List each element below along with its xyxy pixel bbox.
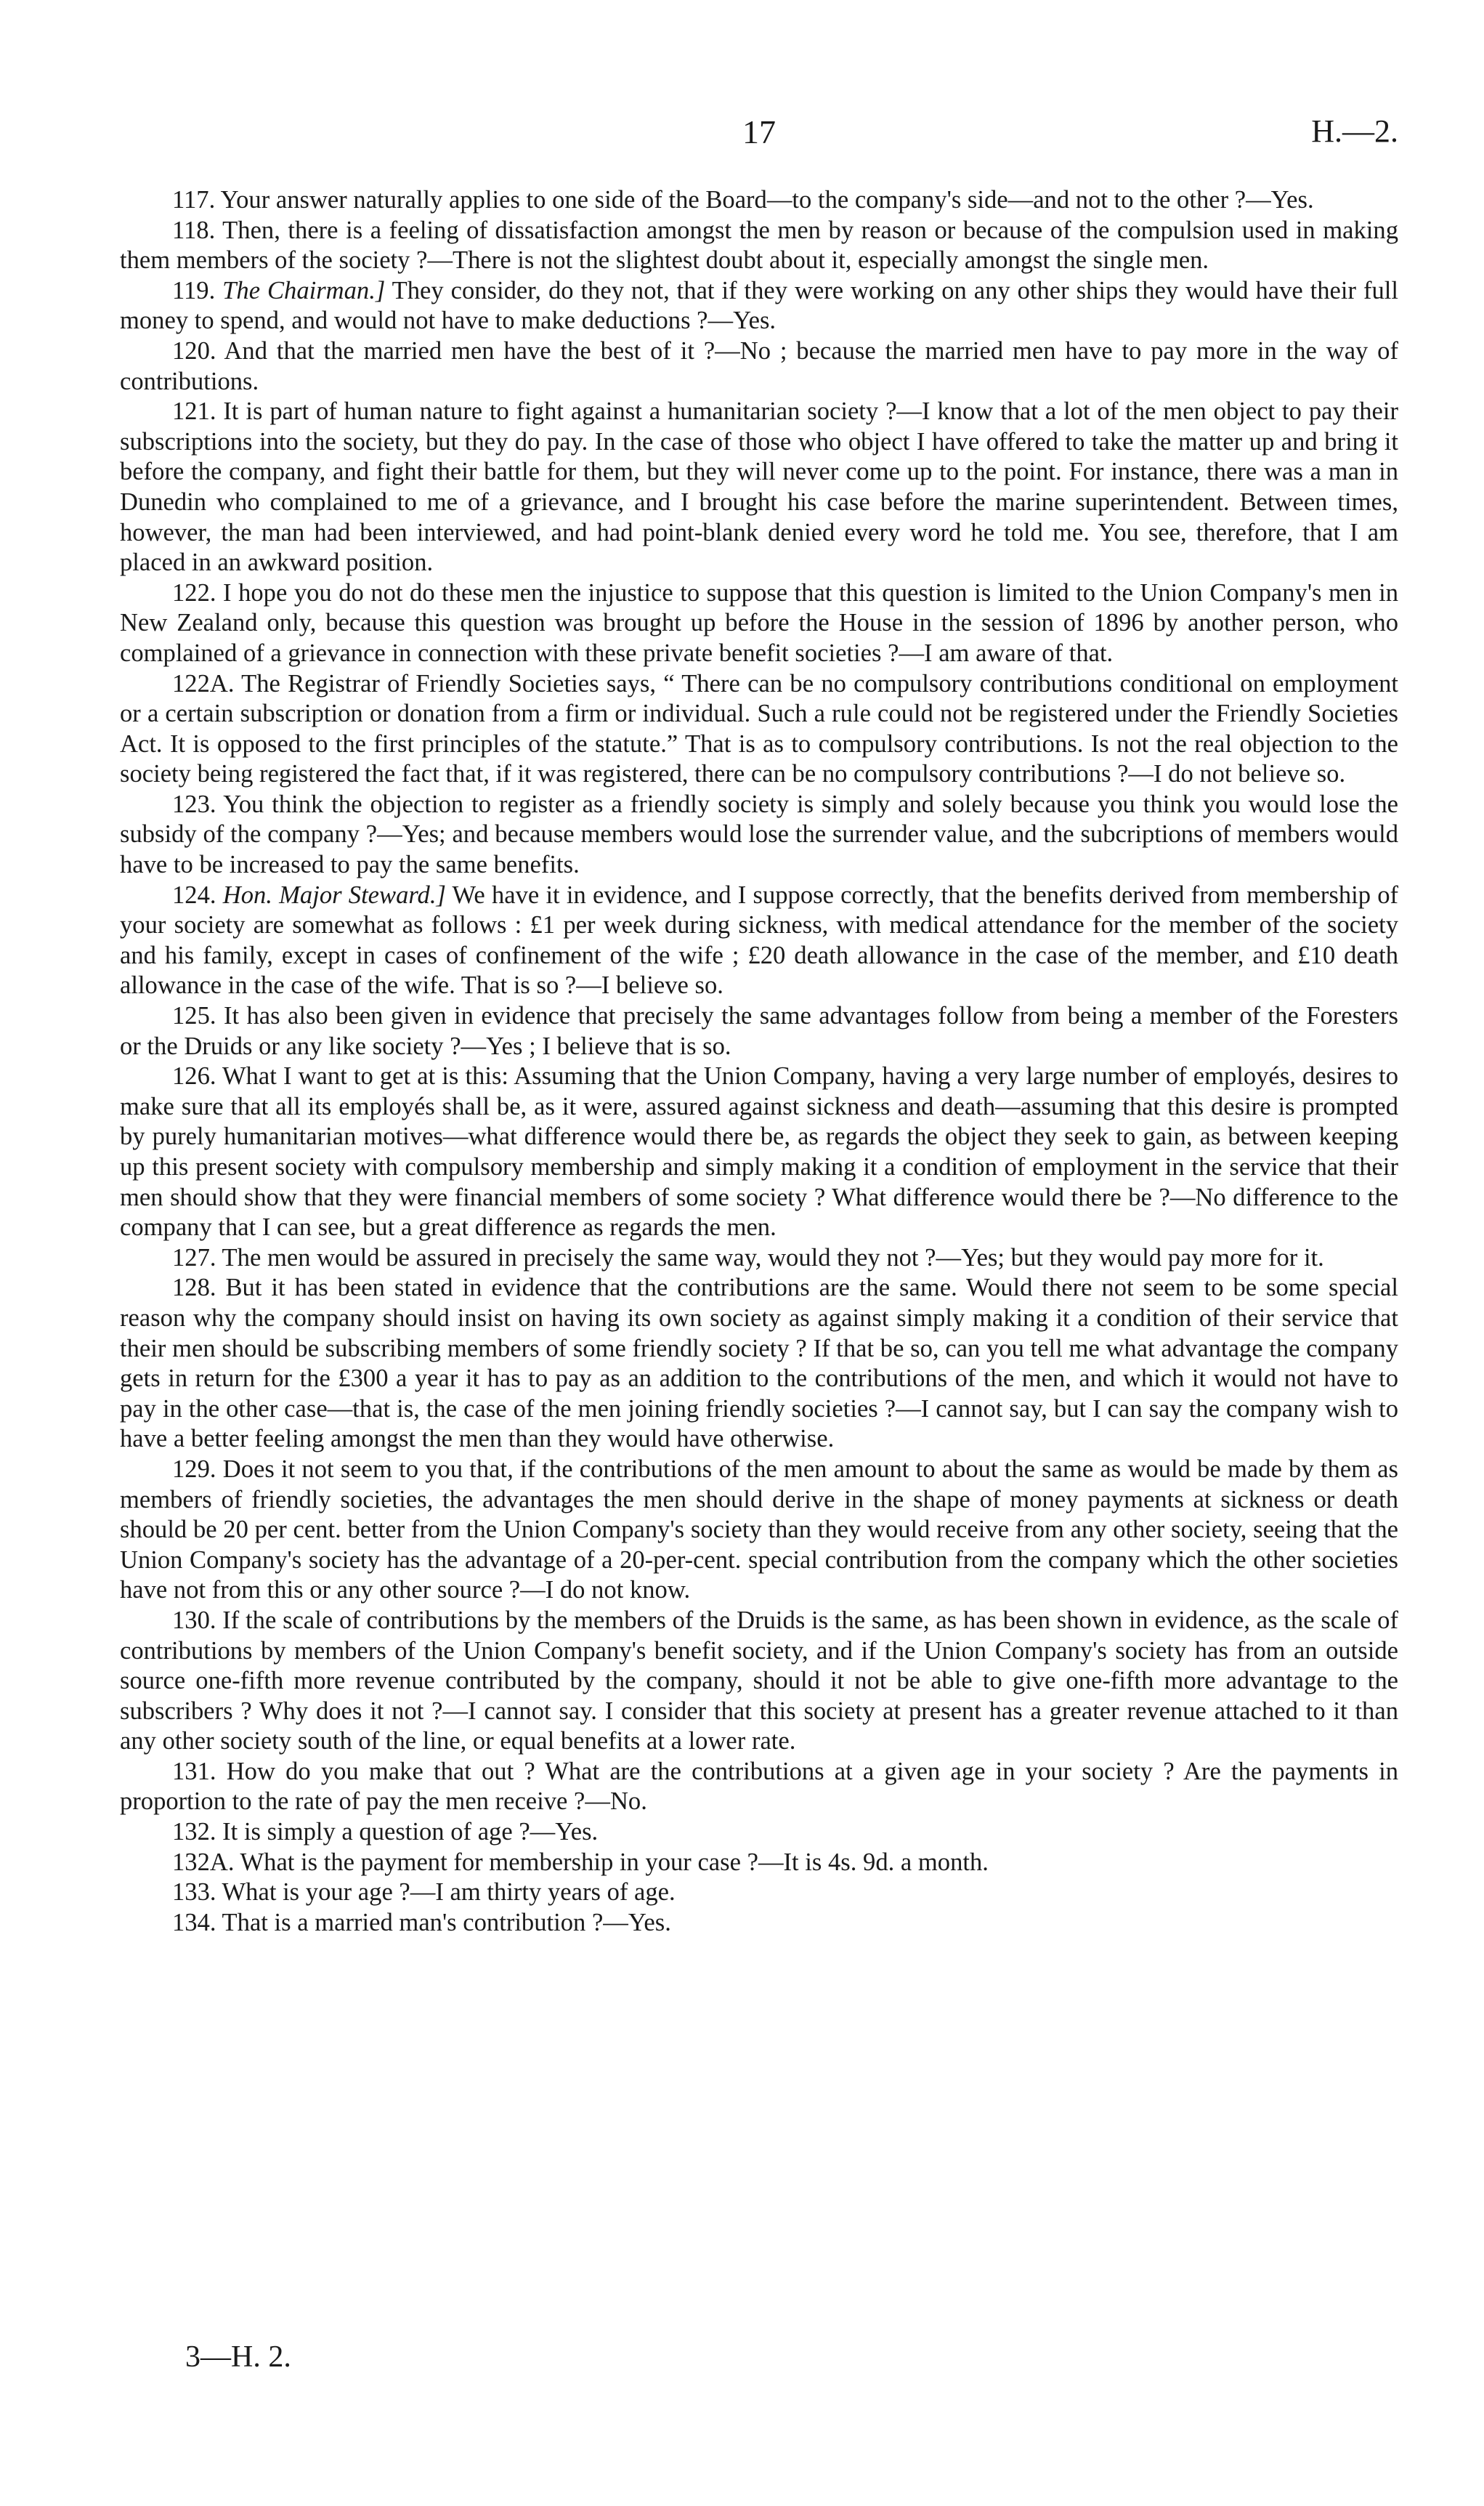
question-number: 117. (172, 186, 216, 214)
question-number: 120. (172, 336, 216, 365)
evidence-paragraph (120, 1878, 1398, 1908)
question-number: 125. (172, 1002, 216, 1030)
question-number: 121. (172, 397, 216, 426)
question-number: 122A. (172, 669, 235, 698)
evidence-paragraph (120, 669, 1398, 790)
question-number: 130. (172, 1606, 216, 1634)
speaker-label: Hon. Major Steward.] (222, 881, 446, 909)
sheet-signature: 3—H. 2. (185, 2340, 291, 2374)
evidence-paragraph (120, 790, 1398, 881)
evidence-paragraph (120, 1243, 1398, 1274)
question-answer-text: What I want to get at is this: Assuming that the Union Company, having a very large number of employés, desires to make sure that all its employés shall be, as it were, assured against sickness and death—assuming that this desire is prompted by purely humanitarian motives—what difference would there be, as regards the object they seek to gain, as between keeping up this present society with compulsory membership and simply making it a condition of employment in the service that their men should show that they were financial members of some society ? What difference would there be ?—No difference to the company that I can see, but a great difference as regards the men. (120, 1062, 1398, 1242)
question-answer-text: We have it in evidence, and I suppose correctly, that the benefits derived from membership of your society are somewhat as follows : £1 per week during sickness, with medical attendance for the member of the society and his family, except in cases of confinement of the wife ; £20 death allowance in the case of the member, and £10 death allowance in the case of the wife. That is so ?—I believe so. (120, 881, 1399, 1000)
evidence-paragraph (120, 1455, 1398, 1606)
question-answer-text: The men would be assured in precisely the same way, would they not ?—Yes; but they would pay more for it. (222, 1243, 1324, 1272)
question-number: 133. (172, 1878, 216, 1907)
question-answer-text: They consider, do they not, that if they were working on any other ships they would have their full money to spend, and would not have to make deductions ?—Yes. (120, 276, 1398, 335)
question-answer-text: But it has been stated in evidence that the contributions are the same. Would there not seem to be some special reason why the company should insist on having its own society as against simply making it a condition of their service that their men should be subscribing members of some friendly society ? If that be so, can you tell me what advantage the company gets in return for the £300 a year it has to pay as an addition to the contributions of the men, and which it would not have to pay in the other case—that is, the case of the men joining friendly societies ?—I cannot say, but I can say the company wish to have a better feeling amongst the men than they would have otherwise. (120, 1274, 1398, 1453)
question-number: 131. (172, 1757, 216, 1785)
question-answer-text: What is your age ?—I am thirty years of age. (222, 1878, 676, 1907)
evidence-paragraph (120, 1908, 1398, 1939)
question-number: 134. (172, 1908, 216, 1936)
evidence-transcript (120, 185, 1398, 1938)
page-header (120, 113, 1398, 156)
question-answer-text: And that the married men have the best of it ?—No ; because the married men have to pay more in the way of contributions. (120, 336, 1398, 395)
evidence-paragraph (120, 1606, 1398, 1757)
question-answer-text: That is a married man's contribution ?—Yes. (222, 1908, 671, 1936)
question-number: 118. (172, 216, 216, 244)
question-number: 128. (172, 1274, 216, 1302)
question-answer-text: If the scale of contributions by the members of the Druids is the same, as has been shown in evidence, as the scale of contributions by members of the Union Company's benefit society, and if the Union Company's society has from an outside source one-fifth more revenue contributed by the company, should it not be able to give one-fifth more advantage to the subscribers ? Why does it not ?—I cannot say. I consider that this society at present has a greater revenue attached to it than any other society south of the line, or equal benefits at a lower rate. (120, 1606, 1398, 1755)
question-answer-text: What is the payment for membership in your case ?—It is 4s. 9d. a month. (240, 1848, 989, 1876)
question-answer-text: You think the objection to register as a friendly society is simply and solely because you think you would lose the subsidy of the company ?—Yes; and because members would lose the surrender value, and the subcriptions of members would have to be increased to pay the same benefits. (120, 790, 1398, 879)
evidence-paragraph (120, 397, 1398, 578)
evidence-paragraph (120, 185, 1398, 216)
evidence-paragraph (120, 1273, 1398, 1455)
question-answer-text: I hope you do not do these men the injustice to suppose that this question is limited to the Union Company's men in New Zealand only, because this question was brought up before the House in the session of 1896 by another person, who complained of a grievance in connection with these private benefit societies ?—I am aware of that. (120, 578, 1398, 667)
question-answer-text: It is part of human nature to fight against a humanitarian society ?—I know that a lot of the men object to pay their subscriptions into the society, but they do pay. In the case of those who object I have offered to take the matter up and bring it before the company, and fight their battle for them, but they will never come up to the point. For instance, there was a man in Dunedin who complained to me of a grievance, and I brought his case before the marine superintendent. Between times, however, the man had been interviewed, and had point-blank denied every word he told me. You see, therefore, that I am placed in an awkward position. (120, 397, 1398, 577)
question-answer-text: Does it not seem to you that, if the contributions of the men amount to about the same as would be made by them as members of friendly societies, the advantages the men should derive in the shape of money payments at sickness or death should be 20 per cent. better from the Union Company's society than they would receive from any other society, seeing that the Union Company's society has the advantage of a 20-per-cent. special contribution from the company which the other societies have not from this or any other source ?—I do not know. (120, 1455, 1398, 1604)
question-answer-text: Then, there is a feeling of dissatisfaction amongst the men by reason or because of the compulsion used in making them members of the society ?—There is not the slightest doubt about it, especially amongst the single men. (120, 216, 1398, 275)
question-number: 126. (172, 1062, 216, 1091)
question-number: 129. (172, 1455, 216, 1483)
question-number: 132A. (172, 1848, 235, 1876)
evidence-paragraph (120, 1817, 1398, 1848)
question-answer-text: It is simply a question of age ?—Yes. (222, 1818, 599, 1846)
evidence-paragraph (120, 578, 1398, 669)
question-number: 123. (172, 790, 216, 818)
document-reference: H.—2. (1311, 113, 1398, 149)
page-number: 17 (742, 113, 776, 150)
evidence-paragraph (120, 276, 1398, 336)
question-number: 119. (172, 276, 216, 304)
evidence-paragraph (120, 216, 1398, 276)
question-number: 132. (172, 1818, 216, 1846)
evidence-paragraph (120, 1848, 1398, 1878)
question-answer-text: Your answer naturally applies to one side of the Board—to the company's side—and not to the other ?—Yes. (220, 186, 1314, 214)
question-number: 122. (172, 578, 216, 607)
evidence-paragraph (120, 1001, 1398, 1062)
evidence-paragraph (120, 1757, 1398, 1817)
question-answer-text: How do you make that out ? What are the contributions at a given age in your society ? Are the payments in proportion to the rate of pay the men receive ?—No. (120, 1757, 1398, 1816)
question-answer-text: The Registrar of Friendly Societies says, “ There can be no compulsory contributions conditional on employment or a certain subscription or donation from a firm or individual. Such a rule could not be registered under the Friendly Societies Act. It is opposed to the first principles of the statute.” That is as to compulsory contributions. Is not the real objection to the society being registered the fact that, if it was registered, there can be no compulsory contributions ?—I do not believe so. (120, 669, 1398, 788)
question-answer-text: It has also been given in evidence that precisely the same advantages follow from being a member of the Foresters or the Druids or any like society ?—Yes ; I believe that is so. (120, 1002, 1398, 1060)
speaker-label: The Chairman.] (222, 276, 386, 304)
question-number: 127. (172, 1243, 216, 1272)
evidence-paragraph (120, 336, 1398, 397)
evidence-paragraph (120, 881, 1398, 1001)
evidence-paragraph (120, 1062, 1398, 1243)
question-number: 124. (172, 881, 216, 909)
